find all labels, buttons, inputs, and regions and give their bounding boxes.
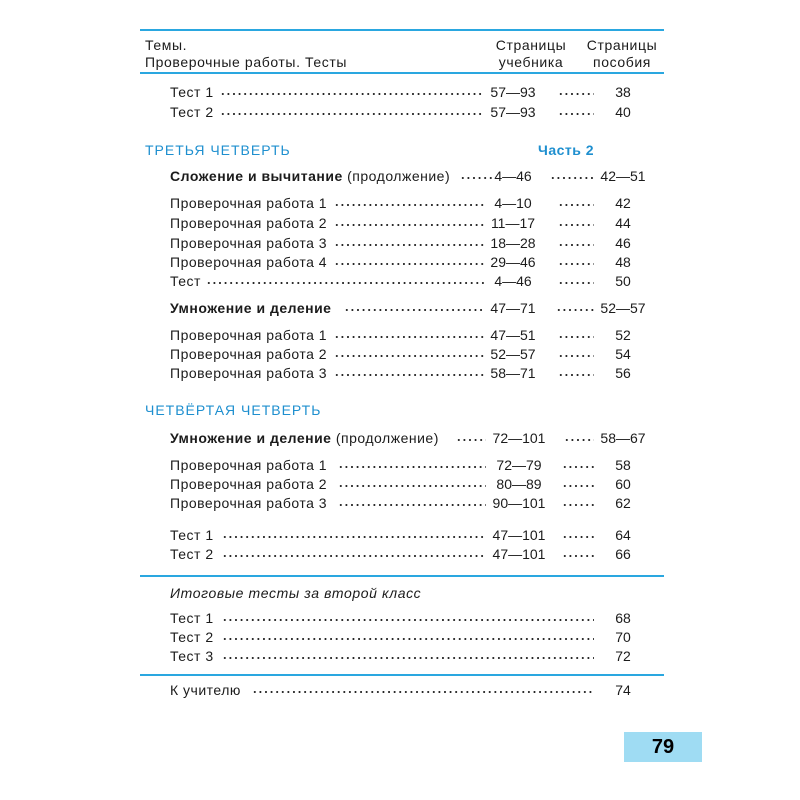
dot-leader bbox=[334, 363, 484, 383]
toc-row-textbook-pages: 47—51 bbox=[490, 327, 536, 343]
fourth-quarter-heading: ЧЕТВЁРТАЯ ЧЕТВЕРТЬ bbox=[145, 402, 322, 418]
header-manual-line2: пособия bbox=[593, 54, 651, 70]
toc-row-manual-page: 64 bbox=[615, 527, 631, 543]
dot-leader bbox=[334, 213, 484, 233]
toc-row-manual-page: 66 bbox=[615, 546, 631, 562]
toc-row bbox=[0, 82, 800, 102]
dot-leader bbox=[222, 627, 594, 647]
dot-leader bbox=[222, 608, 594, 628]
dot-leader bbox=[558, 325, 594, 345]
dot-leader bbox=[334, 233, 484, 253]
toc-row bbox=[0, 544, 800, 564]
toc-row-manual-page: 44 bbox=[615, 215, 631, 231]
section-title-suffix: (продолжение) bbox=[331, 430, 439, 446]
column-header-manual bbox=[584, 37, 660, 71]
final-tests-heading: Итоговые тесты за второй класс bbox=[170, 585, 422, 601]
toc-row-title: Проверочная работа 1 bbox=[170, 457, 328, 473]
toc-row-textbook-pages: 47—101 bbox=[492, 527, 546, 543]
toc-row-manual-page: 54 bbox=[615, 346, 631, 362]
dot-leader bbox=[344, 298, 484, 318]
dot-leader bbox=[558, 213, 594, 233]
toc-row-textbook-pages: 57—93 bbox=[490, 104, 536, 120]
toc-row-textbook-pages: 18—28 bbox=[490, 235, 536, 251]
toc-row-title: Тест 1 bbox=[170, 527, 214, 543]
toc-row bbox=[0, 344, 800, 364]
toc-row-manual-page: 42—51 bbox=[600, 168, 646, 184]
dot-leader bbox=[222, 525, 486, 545]
toc-row bbox=[0, 271, 800, 291]
toc-row bbox=[0, 233, 800, 253]
toc-row-textbook-pages: 11—17 bbox=[490, 215, 536, 231]
toc-row bbox=[0, 493, 800, 513]
toc-row bbox=[0, 474, 800, 494]
toc-row-manual-page: 70 bbox=[615, 629, 631, 645]
toc-row-manual-page: 60 bbox=[615, 476, 631, 492]
toc-row-title: Проверочная работа 3 bbox=[170, 495, 328, 511]
toc-row-title: Проверочная работа 2 bbox=[170, 476, 328, 492]
toc-row-manual-page: 38 bbox=[615, 84, 631, 100]
toc-row-title: Проверочная работа 2 bbox=[170, 346, 328, 362]
toc-row-textbook-pages: 4—46 bbox=[494, 273, 532, 289]
dot-leader bbox=[334, 325, 484, 345]
dot-leader bbox=[338, 474, 486, 494]
toc-row-manual-page: 58—67 bbox=[600, 430, 646, 446]
toc-row-manual-page: 40 bbox=[615, 104, 631, 120]
toc-row bbox=[0, 525, 800, 545]
toc-row-textbook-pages: 47—101 bbox=[492, 546, 546, 562]
toc-row-title: Проверочная работа 1 bbox=[170, 195, 328, 211]
toc-section-title bbox=[170, 428, 439, 448]
header-manual-line1: Страницы bbox=[586, 37, 658, 53]
header-topics-line1: Темы. bbox=[145, 37, 188, 53]
toc-row-manual-page: 62 bbox=[615, 495, 631, 511]
toc-row-textbook-pages: 57—93 bbox=[490, 84, 536, 100]
toc-row-manual-page: 42 bbox=[615, 195, 631, 211]
toc-row-textbook-pages: 4—46 bbox=[494, 168, 532, 184]
toc-row-manual-page: 56 bbox=[615, 365, 631, 381]
toc-row-textbook-pages: 90—101 bbox=[492, 495, 546, 511]
toc-row-textbook-pages: 29—46 bbox=[490, 254, 536, 270]
header-rule bbox=[140, 72, 664, 74]
toc-row bbox=[0, 325, 800, 345]
column-header-textbook bbox=[486, 37, 576, 71]
dot-leader bbox=[222, 646, 594, 666]
toc-row-title: Проверочная работа 1 bbox=[170, 327, 328, 343]
part-2-label: Часть 2 bbox=[538, 142, 595, 158]
toc-row-manual-page: 52—57 bbox=[600, 300, 646, 316]
toc-section-row bbox=[0, 166, 800, 186]
toc-row-title: Тест 2 bbox=[170, 104, 214, 120]
dot-leader bbox=[220, 82, 484, 102]
dot-leader bbox=[338, 493, 486, 513]
toc-row-title: Проверочная работа 4 bbox=[170, 254, 328, 270]
dot-leader bbox=[558, 363, 594, 383]
toc-section-title bbox=[170, 298, 331, 318]
toc-row-manual-page: 68 bbox=[615, 610, 631, 626]
dot-leader bbox=[334, 344, 484, 364]
dot-leader bbox=[220, 102, 484, 122]
final-tests-rule bbox=[140, 575, 664, 577]
dot-leader bbox=[558, 252, 594, 272]
toc-row-title: К учителю bbox=[170, 682, 241, 698]
toc-row-title: Тест 1 bbox=[170, 84, 214, 100]
dot-leader bbox=[550, 166, 594, 186]
section-title-suffix: (продолжение) bbox=[342, 168, 451, 184]
dot-leader bbox=[558, 193, 594, 213]
section-title-bold: Умножение и деление bbox=[170, 300, 332, 316]
toc-row-title: Тест 2 bbox=[170, 546, 214, 562]
toc-row-textbook-pages: 52—57 bbox=[490, 346, 536, 362]
toc-row bbox=[0, 608, 800, 628]
toc-row bbox=[0, 627, 800, 647]
dot-leader bbox=[558, 344, 594, 364]
toc-row bbox=[0, 213, 800, 233]
dot-leader bbox=[206, 271, 484, 291]
toc-row-manual-page: 50 bbox=[615, 273, 631, 289]
top-rule bbox=[140, 29, 664, 31]
toc-row-textbook-pages: 72—101 bbox=[492, 430, 546, 446]
toc-row bbox=[0, 680, 800, 700]
toc-row bbox=[0, 646, 800, 666]
header-textbook-line1: Страницы bbox=[495, 37, 567, 53]
toc-row-title: Тест 2 bbox=[170, 629, 214, 645]
toc-row-title: Тест bbox=[170, 273, 201, 289]
toc-row-title: Тест 1 bbox=[170, 610, 214, 626]
toc-row-manual-page: 72 bbox=[615, 648, 631, 664]
dot-leader bbox=[558, 102, 594, 122]
dot-leader bbox=[558, 82, 594, 102]
toc-row-textbook-pages: 47—71 bbox=[490, 300, 536, 316]
page-number: 79 bbox=[624, 732, 702, 762]
column-header-topics bbox=[145, 37, 347, 71]
toc-row-textbook-pages: 58—71 bbox=[490, 365, 536, 381]
toc-row-manual-page: 58 bbox=[615, 457, 631, 473]
toc-row-title: Проверочная работа 3 bbox=[170, 365, 328, 381]
section-title-bold: Сложение и вычитание bbox=[170, 168, 343, 184]
toc-row bbox=[0, 252, 800, 272]
teacher-rule bbox=[140, 674, 664, 676]
dot-leader bbox=[558, 233, 594, 253]
dot-leader bbox=[222, 544, 486, 564]
toc-row-manual-page: 52 bbox=[615, 327, 631, 343]
toc-row-textbook-pages: 4—10 bbox=[494, 195, 532, 211]
dot-leader bbox=[558, 271, 594, 291]
toc-row-textbook-pages: 72—79 bbox=[496, 457, 542, 473]
third-quarter-heading: ТРЕТЬЯ ЧЕТВЕРТЬ bbox=[145, 142, 291, 158]
toc-row-manual-page: 46 bbox=[615, 235, 631, 251]
toc-row bbox=[0, 363, 800, 383]
section-title-bold: Умножение и деление bbox=[170, 430, 332, 446]
toc-row bbox=[0, 102, 800, 122]
toc-section-row bbox=[0, 298, 800, 318]
toc-row-title: Тест 3 bbox=[170, 648, 214, 664]
toc-row-textbook-pages: 80—89 bbox=[496, 476, 542, 492]
dot-leader bbox=[556, 298, 594, 318]
toc-row-title: Проверочная работа 2 bbox=[170, 215, 328, 231]
toc-section-title bbox=[170, 166, 450, 186]
toc-row bbox=[0, 193, 800, 213]
dot-leader bbox=[334, 252, 484, 272]
toc-row-title: Проверочная работа 3 bbox=[170, 235, 328, 251]
toc-row-manual-page: 48 bbox=[615, 254, 631, 270]
dot-leader bbox=[252, 680, 594, 700]
header-textbook-line2: учебника bbox=[498, 54, 564, 70]
toc-row bbox=[0, 455, 800, 475]
dot-leader bbox=[338, 455, 486, 475]
header-topics-line2: Проверочные работы. Тесты bbox=[145, 54, 348, 70]
toc-row-manual-page: 74 bbox=[615, 682, 631, 698]
toc-section-row bbox=[0, 428, 800, 448]
dot-leader bbox=[334, 193, 484, 213]
